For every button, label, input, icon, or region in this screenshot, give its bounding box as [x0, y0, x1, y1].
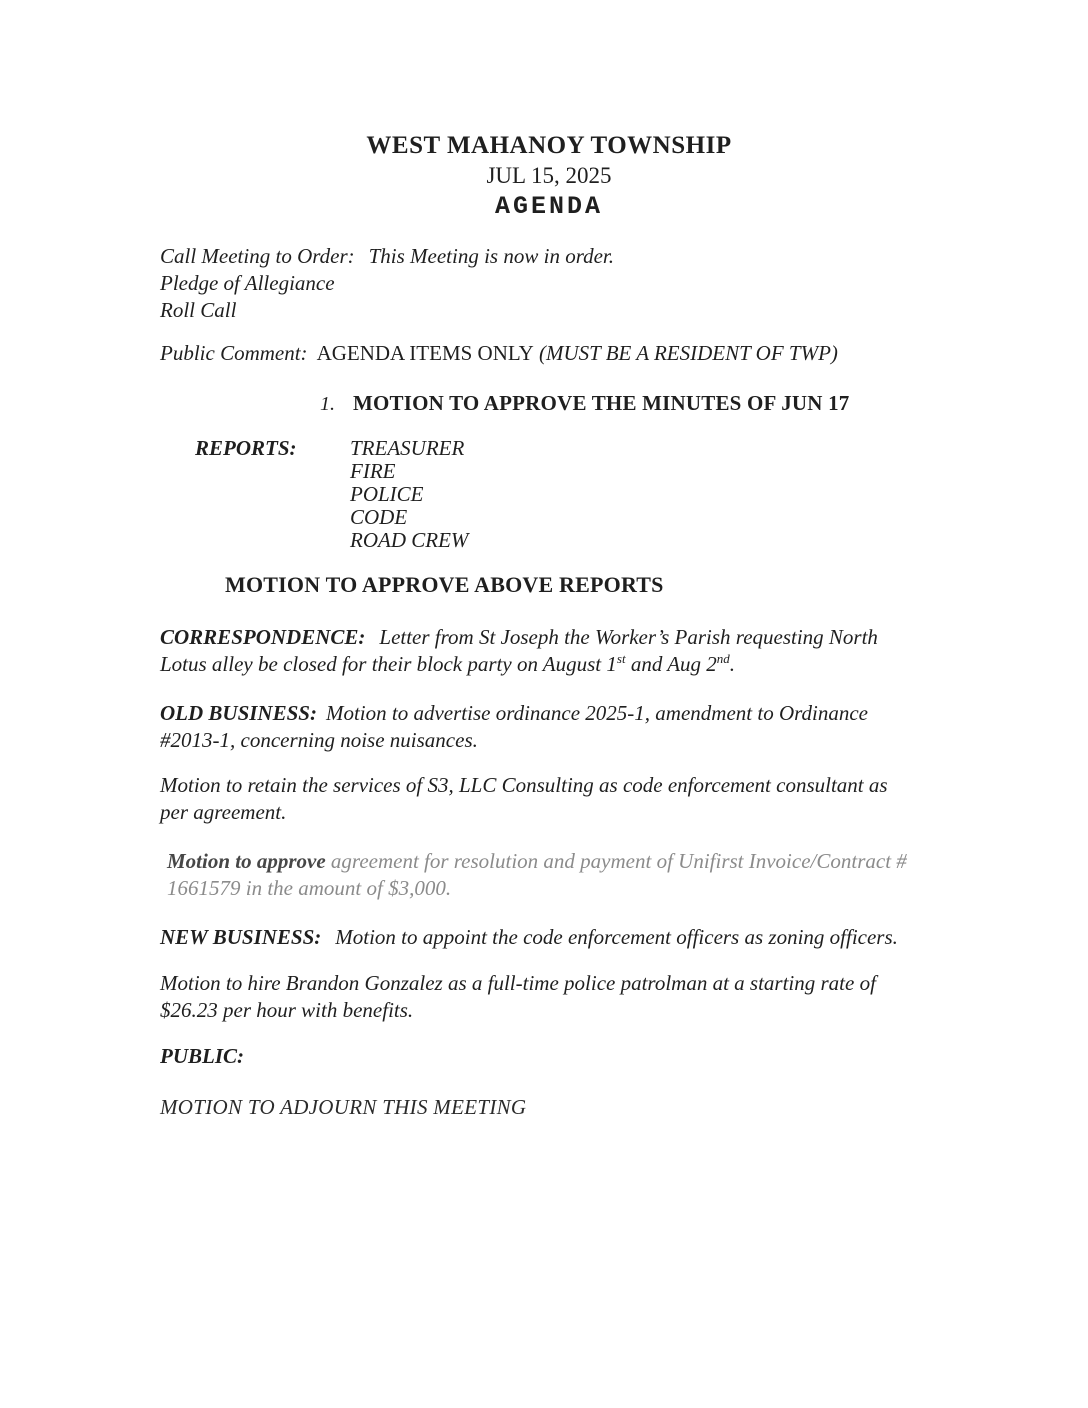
old-business-section [160, 700, 938, 754]
pledge-line: Pledge of Allegiance [160, 271, 335, 295]
report-item-treasurer: TREASURER [350, 436, 465, 460]
township-title: WEST MAHANOY TOWNSHIP [366, 132, 732, 159]
hire-motion-section [160, 970, 938, 1024]
new-business-section [160, 924, 938, 951]
correspondence-text-2a: Lotus alley be closed for their block party on August 1 [160, 652, 617, 676]
new-business-line [160, 924, 938, 951]
retain-motion-line-2: per agreement. [160, 800, 287, 824]
public-comment-label: Public Comment: [160, 341, 308, 365]
approve-reports-motion: MOTION TO APPROVE ABOVE REPORTS [225, 572, 664, 597]
approve-motion-lead: Motion to approve [167, 849, 326, 873]
correspondence-label: CORRESPONDENCE: [160, 625, 366, 649]
public-comment-line [160, 340, 938, 367]
document-type-label: AGENDA [494, 192, 603, 221]
retain-motion-line-1: Motion to retain the services of S3, LLC Consulting as code enforcement consultant as [160, 773, 888, 797]
ordinal-suffix-st: st [616, 651, 626, 666]
old-business-line-2: #2013-1, concerning noise nuisances. [160, 728, 478, 752]
report-item-police: POLICE [350, 482, 424, 506]
reports-list [350, 437, 468, 552]
old-business-line-1 [160, 700, 938, 727]
approve-unifirst-motion-section [160, 848, 938, 902]
approve-motion-line-1 [167, 848, 938, 875]
report-item-code: CODE [350, 505, 408, 529]
document-header [160, 131, 938, 223]
minutes-motion-number: 1. [320, 393, 335, 415]
public-label: PUBLIC: [160, 1044, 244, 1068]
approve-motion-line-2: 1661579 in the amount of $3,000. [167, 876, 452, 900]
minutes-motion-text: MOTION TO APPROVE THE MINUTES OF JUN 17 [353, 391, 850, 415]
roll-call-line: Roll Call [160, 298, 237, 322]
correspondence-text-2b: and Aug 2 [625, 652, 717, 676]
minutes-motion-section [160, 389, 938, 418]
retain-motion-section [160, 772, 938, 826]
opening-section [160, 243, 938, 324]
public-comment-section [160, 340, 938, 367]
adjourn-motion-text: MOTION TO ADJOURN THIS MEETING [160, 1095, 527, 1119]
correspondence-text-1: Letter from St Joseph the Worker’s Parish requesting North [379, 625, 878, 649]
public-comment-text: AGENDA ITEMS ONLY [316, 341, 534, 365]
public-comment-restriction: (MUST BE A RESIDENT OF TWP) [539, 341, 838, 365]
hire-motion-line-1: Motion to hire Brandon Gonzalez as a full-time police patrolman at a starting rate of [160, 971, 876, 995]
reports-section [195, 437, 938, 552]
report-item-road-crew: ROAD CREW [350, 528, 469, 552]
old-business-label: OLD BUSINESS: [160, 701, 317, 725]
hire-motion-line-2: $26.23 per hour with benefits. [160, 998, 414, 1022]
correspondence-section [160, 624, 938, 678]
call-to-order-line [160, 243, 938, 270]
adjourn-motion-section [160, 1094, 938, 1121]
call-to-order-text: This Meeting is now in order. [368, 244, 615, 268]
reports-label: REPORTS: [195, 436, 297, 460]
new-business-text: Motion to appoint the code enforcement officers as zoning officers. [335, 925, 898, 949]
meeting-date: JUL 15, 2025 [486, 163, 612, 188]
report-item-fire: FIRE [350, 459, 396, 483]
new-business-label: NEW BUSINESS: [160, 925, 322, 949]
call-to-order-label: Call Meeting to Order: [160, 244, 355, 268]
correspondence-line-2 [160, 651, 938, 678]
correspondence-line-1 [160, 624, 938, 651]
ordinal-suffix-nd: nd [716, 651, 730, 666]
correspondence-text-2c: . [729, 652, 736, 676]
old-business-text-1: Motion to advertise ordinance 2025-1, amendment to Ordinance [325, 701, 868, 725]
public-section [160, 1043, 938, 1070]
approve-motion-text-1: agreement for resolution and payment of Unifirst Invoice/Contract # [330, 849, 907, 873]
